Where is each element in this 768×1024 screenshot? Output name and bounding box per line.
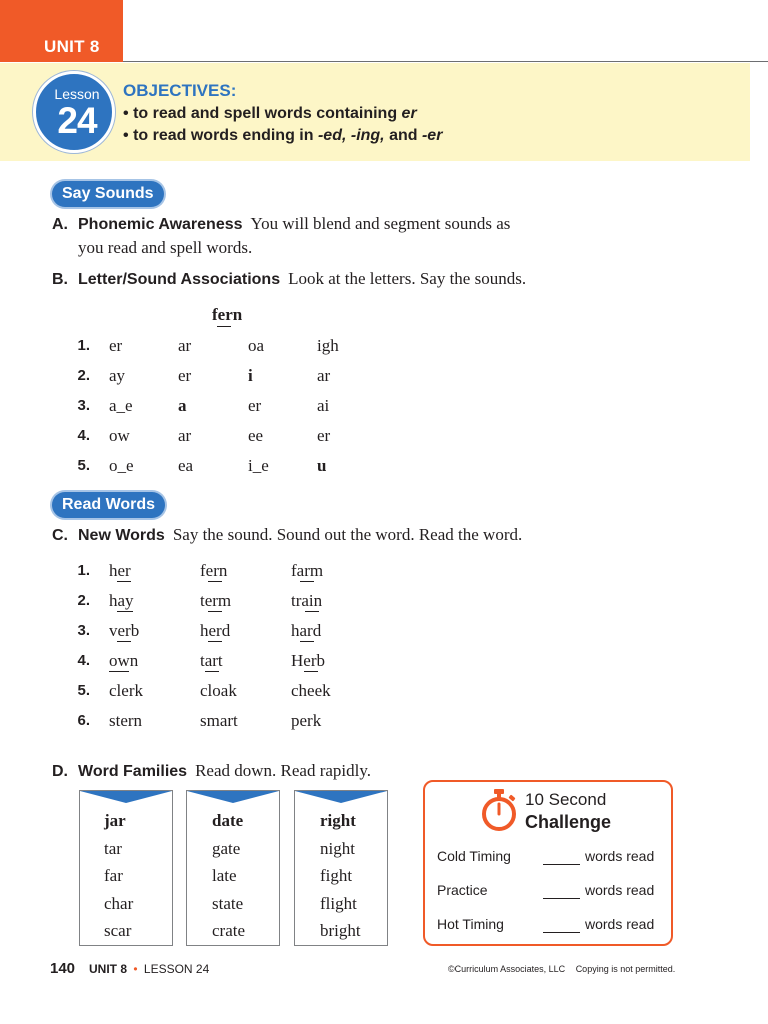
key-word xyxy=(212,305,242,325)
word-cell: hay xyxy=(109,591,134,610)
row-number: 2. xyxy=(77,592,90,609)
vowel-underline xyxy=(208,611,222,612)
footer-lesson: LESSON 24 xyxy=(143,962,210,976)
word-family-word: state xyxy=(212,894,244,913)
sound-cell: u xyxy=(317,456,327,475)
practice-blank[interactable] xyxy=(543,898,580,899)
objective-text: to read words ending in xyxy=(133,127,318,144)
word-cell: term xyxy=(200,591,232,610)
vowel-underline xyxy=(305,611,319,612)
section-b-text: Look at the letters. Say the sounds. xyxy=(288,269,527,288)
copyright-text: ©Curriculum Associates, LLC xyxy=(448,964,566,974)
sound-cell: i xyxy=(248,366,253,385)
word-cell: hard xyxy=(291,621,322,640)
vowel-underline xyxy=(109,671,129,672)
word-cell: stern xyxy=(109,711,143,730)
sound-cell: er xyxy=(178,366,192,385)
vowel-underline xyxy=(205,671,219,672)
word-cell: her xyxy=(109,561,131,580)
vowel-underline xyxy=(117,641,131,642)
word-cell: tart xyxy=(200,651,223,670)
word-cell: train xyxy=(291,591,323,610)
section-b-heading: Letter/Sound Associations xyxy=(78,271,281,288)
vowel-underline xyxy=(208,581,222,582)
key-word-text: fern xyxy=(212,305,243,324)
section-a-text-2: you read and spell words. xyxy=(78,238,253,257)
row-number: 1. xyxy=(77,337,90,354)
sound-cell: er xyxy=(317,426,331,445)
copy-notice: Copying is not permitted. xyxy=(575,964,676,974)
word-family-word: crate xyxy=(212,921,246,940)
row-number: 2. xyxy=(77,367,90,384)
sound-cell: ee xyxy=(248,426,264,445)
footer-copyright xyxy=(448,964,675,974)
word-family-marker xyxy=(187,791,279,803)
word-family-word: gate xyxy=(212,839,241,858)
sound-cell: er xyxy=(248,396,262,415)
objective-item-2 xyxy=(123,127,442,145)
word-family-box-date xyxy=(186,790,280,946)
hot-timing-blank[interactable] xyxy=(543,932,580,933)
word-family-word: far xyxy=(104,866,123,885)
word-cell: herd xyxy=(200,621,231,640)
sound-cell: ar xyxy=(178,426,192,445)
objective-em: -ed, -ing, xyxy=(317,127,385,144)
vowel-underline xyxy=(208,641,222,642)
vowel-underline xyxy=(117,611,133,612)
section-a-letter: A. xyxy=(52,216,68,233)
sound-cell: a xyxy=(178,396,187,415)
section-d xyxy=(78,761,371,781)
lesson-word: Lesson xyxy=(54,86,100,102)
word-family-word: flight xyxy=(320,894,357,913)
objective-item-1 xyxy=(123,105,417,123)
section-a xyxy=(78,214,510,234)
word-cell: cloak xyxy=(200,681,237,700)
word-family-word: fight xyxy=(320,866,353,885)
word-family-word: late xyxy=(212,866,237,885)
sound-cell: oa xyxy=(248,336,265,355)
word-cell: clerk xyxy=(109,681,143,700)
word-cell: own xyxy=(109,651,139,670)
word-family-box-jar xyxy=(79,790,173,946)
word-family-head: right xyxy=(320,811,356,830)
word-cell: Herb xyxy=(291,651,325,670)
row-number: 3. xyxy=(77,622,90,639)
word-family-word: scar xyxy=(104,921,132,940)
section-c-letter: C. xyxy=(52,527,68,544)
word-family-marker xyxy=(80,791,172,803)
key-word-underline xyxy=(217,326,231,327)
cold-timing-blank[interactable] xyxy=(543,864,580,865)
section-c xyxy=(78,525,522,545)
bullet: • xyxy=(123,105,129,122)
bullet: • xyxy=(123,127,129,144)
sound-cell: ea xyxy=(178,456,194,475)
word-family-word: char xyxy=(104,894,134,913)
practice-label: Practice xyxy=(437,882,488,898)
challenge-title-2: Challenge xyxy=(525,812,612,832)
sound-cell: a_e xyxy=(109,396,133,415)
word-cell: farm xyxy=(291,561,324,580)
row-number: 6. xyxy=(77,712,90,729)
section-c-heading: New Words xyxy=(78,527,165,544)
objective-em: er xyxy=(401,105,417,122)
section-d-heading: Word Families xyxy=(78,763,188,780)
ten-second-challenge-box xyxy=(423,780,673,946)
sound-cell: i_e xyxy=(248,456,269,475)
vowel-underline xyxy=(304,671,318,672)
word-cell: perk xyxy=(291,711,322,730)
objective-em2: -er xyxy=(421,127,443,144)
lesson-number: 24 xyxy=(57,100,97,141)
cold-timing-label: Cold Timing xyxy=(437,848,511,864)
section-b xyxy=(78,269,526,289)
objective-rest: and xyxy=(384,127,422,144)
row-number: 1. xyxy=(77,562,90,579)
footer-separator: • xyxy=(133,962,138,976)
hot-timing-label: Hot Timing xyxy=(437,916,504,932)
word-family-marker xyxy=(295,791,387,803)
word-cell: fern xyxy=(200,561,228,580)
unit-label: UNIT 8 xyxy=(44,37,100,56)
row-number: 4. xyxy=(77,427,90,444)
sound-cell: ar xyxy=(178,336,192,355)
page-number: 140 xyxy=(50,960,76,977)
sound-cell: ow xyxy=(109,426,130,445)
words-read-label: words read xyxy=(585,882,655,898)
words-read-label: words read xyxy=(585,848,655,864)
sound-cell: ar xyxy=(317,366,331,385)
word-family-box-right xyxy=(294,790,388,946)
stopwatch-icon xyxy=(479,788,519,832)
row-number: 5. xyxy=(77,682,90,699)
section-a-text: You will blend and segment sounds as xyxy=(250,214,511,233)
word-family-head: date xyxy=(212,811,244,830)
section-d-text: Read down. Read rapidly. xyxy=(195,761,371,780)
lesson-badge xyxy=(33,71,115,153)
row-number: 3. xyxy=(77,397,90,414)
footer-unit: UNIT 8 xyxy=(89,962,128,976)
challenge-title-1: 10 Second xyxy=(525,790,607,809)
word-cell: verb xyxy=(109,621,140,640)
sound-cell: ay xyxy=(109,366,126,385)
objective-text: to read and spell words containing xyxy=(133,105,402,122)
word-family-word: tar xyxy=(104,839,122,858)
row-number: 5. xyxy=(77,457,90,474)
word-family-word: bright xyxy=(320,921,361,940)
header-divider xyxy=(123,61,768,62)
word-cell: smart xyxy=(200,711,238,730)
sound-cell: ai xyxy=(317,396,330,415)
read-words-pill: Read Words xyxy=(52,492,165,518)
section-a-heading: Phonemic Awareness xyxy=(78,216,243,233)
footer-lesson-ref xyxy=(89,962,209,976)
words-read-label: words read xyxy=(585,916,655,932)
vowel-underline xyxy=(300,641,314,642)
section-c-text: Say the sound. Sound out the word. Read the word. xyxy=(172,525,523,544)
word-family-head: jar xyxy=(104,811,126,830)
section-b-letter: B. xyxy=(52,271,68,288)
vowel-underline xyxy=(300,581,314,582)
section-d-letter: D. xyxy=(52,763,68,780)
objectives-title: OBJECTIVES: xyxy=(123,81,237,100)
row-number: 4. xyxy=(77,652,90,669)
sound-cell: o_e xyxy=(109,456,134,475)
say-sounds-pill: Say Sounds xyxy=(52,181,164,207)
word-family-word: night xyxy=(320,839,355,858)
word-cell: cheek xyxy=(291,681,331,700)
vowel-underline xyxy=(117,581,131,582)
sound-cell: er xyxy=(109,336,123,355)
sound-cell: igh xyxy=(317,336,339,355)
